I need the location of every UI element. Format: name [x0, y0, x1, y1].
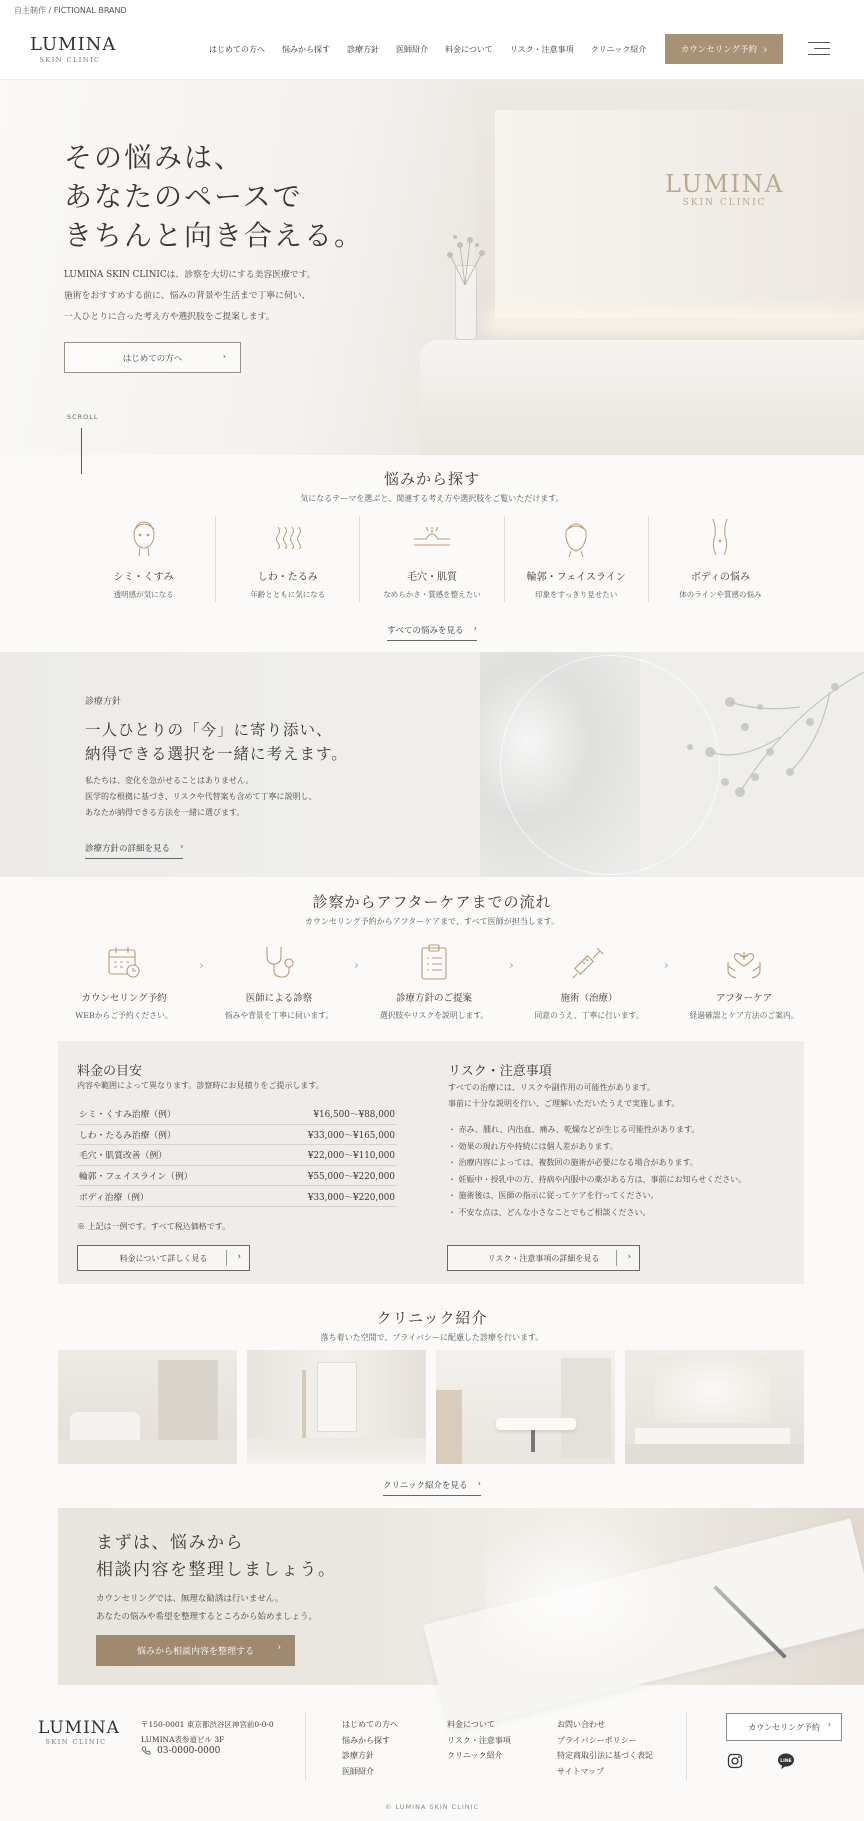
header-counseling-button[interactable]: [665, 34, 783, 64]
risks-list: [448, 1122, 746, 1221]
flow-subtitle: カウンセリング予約からアフターケアまで、すべて医師が担当します。: [304, 917, 560, 926]
body-icon: [707, 517, 733, 557]
logo-main: LUMINA: [30, 34, 117, 55]
calendar-icon: [106, 944, 142, 980]
hero-title-line: きちんと向き合える。: [64, 219, 365, 252]
chevron-right-icon: ›: [199, 958, 204, 972]
footer-link[interactable]: はじめての方へ: [342, 1720, 398, 1729]
scroll-indicator-label: SCROLL: [67, 413, 99, 421]
concerns-title: 悩みから探す: [383, 470, 480, 488]
fees-subtitle: 内容や範囲によって異なります。診察時にお見積りをご提示します。: [77, 1081, 324, 1090]
footer-divider: [305, 1712, 306, 1780]
risks-button-label: リスク・注意事項の詳細を見る: [487, 1253, 600, 1263]
concern-desc: なめらかさ・質感を整えたい: [383, 590, 481, 599]
footer-link[interactable]: リスク・注意事項: [447, 1735, 511, 1745]
policy-title-line: 納得できる選択を一緒に考えます。: [85, 745, 348, 763]
fee-row: [77, 1104, 397, 1125]
face-icon: [127, 517, 161, 557]
flow-step-label: 施術（治療）: [560, 993, 618, 1004]
footer-link[interactable]: 料金について: [447, 1720, 495, 1729]
footer-counseling-button[interactable]: [726, 1713, 842, 1741]
concern-desc: 体のラインや質感の悩み: [679, 590, 762, 599]
clinic-title: クリニック紹介: [376, 1309, 488, 1327]
concern-label: ボディの悩み: [690, 572, 751, 583]
fee-name: シミ・くすみ治療（例）: [79, 1110, 176, 1121]
policy-text-line: 医学的な根拠に基づき、リスクや代替案も含めて丁寧に説明し、: [85, 792, 317, 801]
flow-step: [219, 940, 339, 1021]
fee-price: ¥22,000〜¥110,000: [307, 1151, 395, 1162]
footer-cta-label: カウンセリング予約: [748, 1722, 820, 1732]
cta-consult-button[interactable]: [96, 1635, 295, 1666]
concern-item[interactable]: [216, 516, 360, 602]
nav-item-risks[interactable]: リスク・注意事項: [509, 45, 574, 54]
button-divider: [226, 1250, 227, 1266]
chevron-right-icon: ›: [180, 842, 184, 852]
footer-link[interactable]: プライバシーポリシー: [557, 1735, 637, 1745]
concerns-subtitle: 気になるテーマを選ぶと、関連する考え方や選択肢をご覧いただけます。: [300, 494, 564, 503]
clinic-photo-reception[interactable]: [58, 1350, 237, 1464]
chevron-right-icon: ›: [509, 958, 514, 972]
policy-link-wrap: [85, 836, 183, 859]
phone-icon: [141, 1746, 151, 1756]
syringe-icon: [571, 944, 607, 980]
concern-label: 輪郭・フェイスライン: [526, 572, 626, 583]
clinic-link-wrap: [0, 1473, 864, 1496]
footer-nav-col-3: [557, 1717, 653, 1779]
concern-item[interactable]: [72, 516, 216, 602]
hero-sign-sub: SKIN CLINIC: [682, 198, 767, 208]
address-line: LUMINA表参道ビル 3F: [141, 1734, 225, 1744]
chevron-right-icon: ›: [237, 1252, 241, 1262]
chevron-right-icon: ›: [627, 1252, 631, 1262]
face-line-icon: [559, 517, 593, 557]
risk-item: ・ 赤み、腫れ、内出血、痛み、乾燥などが生じる可能性があります。: [448, 1125, 700, 1134]
risks-detail-button[interactable]: [447, 1245, 640, 1271]
concerns-link-wrap: [0, 618, 864, 641]
cta-button-label: 悩みから相談内容を整理する: [136, 1647, 254, 1657]
footer-nav-col-1: [342, 1717, 398, 1779]
fee-name: しわ・たるみ治療（例）: [79, 1130, 176, 1141]
fee-name: 輪郭・フェイスライン（例）: [79, 1172, 193, 1183]
clinic-link-label: クリニック紹介を見る: [383, 1481, 468, 1491]
cta-title-line: まずは、悩みから: [96, 1533, 244, 1553]
risk-item: ・ 不安な点は、どんな小さなことでもご相談ください。: [448, 1207, 651, 1217]
footer-link[interactable]: 診療方針: [342, 1751, 374, 1760]
footer-link[interactable]: サイトマップ: [557, 1766, 605, 1776]
footer-nav-col-2: [447, 1717, 511, 1764]
clipboard-icon: [418, 943, 450, 981]
clinic-heading: [0, 1307, 864, 1343]
policy-detail-link[interactable]: [85, 842, 183, 859]
chevron-right-icon: ›: [827, 1720, 831, 1729]
chevron-right-icon: ›: [762, 42, 768, 56]
care-hands-icon: [725, 944, 763, 980]
chevron-right-icon: ›: [222, 352, 226, 362]
hero-title-line: その悩みは、: [64, 141, 245, 174]
global-nav: [209, 44, 646, 55]
concern-label: 毛穴・肌質: [407, 572, 457, 583]
flow-step-label: カウンセリング予約: [81, 993, 167, 1004]
all-concerns-label: すべての悩みを見る: [387, 626, 464, 636]
footer-link[interactable]: クリニック紹介: [447, 1751, 503, 1760]
cta-text-line: あなたの悩みや希望を整理するところから始めましょう。: [96, 1612, 318, 1622]
instagram-icon[interactable]: [727, 1753, 743, 1769]
fees-table: [77, 1104, 397, 1207]
concerns-heading: [0, 468, 864, 504]
svg-text:LINE: LINE: [780, 1759, 792, 1764]
fee-row: [77, 1125, 397, 1146]
line-icon[interactable]: [777, 1753, 795, 1769]
clinic-photo-treatment-room[interactable]: [436, 1350, 615, 1464]
logo-sub: SKIN CLINIC: [39, 56, 101, 64]
clinic-subtitle: 落ち着いた空間で、プライバシーに配慮した診療を行います。: [320, 1333, 544, 1342]
concern-desc: 印象をすっきり見せたい: [535, 590, 618, 599]
hero-text-line: 一人ひとりに合った考え方や選択肢をご提案します。: [64, 312, 275, 322]
risks-subtitle-line: すべての治療には、リスクや副作用の可能性があります。: [448, 1083, 656, 1092]
risk-item: ・ 効果の現れ方や持続には個人差があります。: [448, 1141, 618, 1151]
hamburger-menu-icon[interactable]: [808, 42, 830, 56]
policy-tag: 診療方針: [85, 697, 122, 707]
footer-divider: [686, 1712, 687, 1780]
risk-item: ・ 治療内容によっては、複数回の施術が必要になる場合があります。: [448, 1158, 698, 1167]
fee-price: ¥55,000〜¥220,000: [307, 1172, 395, 1183]
footer-link[interactable]: 特定商取引法に基づく表記: [557, 1751, 653, 1760]
flow-step-desc: 同意のうえ、丁寧に行います。: [534, 1011, 644, 1020]
footer-link[interactable]: 悩みから探す: [342, 1735, 390, 1745]
policy-text-line: 私たちは、変化を急がせることはありません。: [85, 776, 254, 785]
hero-image-wall: [495, 110, 864, 325]
hero-sign-logo: [665, 170, 784, 208]
flow-step-label: 医師による診察: [245, 993, 313, 1004]
concern-label: シミ・くすみ: [113, 572, 174, 583]
header-counseling-label: カウンセリング予約: [680, 45, 757, 55]
clinic-photo-washroom[interactable]: [625, 1350, 804, 1464]
fee-row: [77, 1166, 397, 1187]
hero-text: [64, 265, 394, 328]
button-divider: [616, 1250, 617, 1266]
hero-title: [64, 138, 364, 255]
flow-step-desc: 選択肢やリスクを説明します。: [379, 1011, 489, 1020]
footer-tel[interactable]: [141, 1746, 220, 1756]
fees-button-label: 料金について詳しく見る: [119, 1253, 208, 1263]
concerns-list: [72, 516, 792, 602]
policy-title-line: 一人ひとりの「今」に寄り添い、: [85, 721, 333, 739]
hero-sign-main: LUMINA: [665, 170, 785, 198]
risks-subtitle: [448, 1080, 679, 1112]
flow-step: [684, 940, 804, 1021]
clinic-link[interactable]: [383, 1479, 481, 1496]
risk-item: ・ 施術後は、医師の指示に従ってケアを行ってください。: [448, 1191, 659, 1200]
flow-step: [64, 940, 184, 1021]
chevron-right-icon: ›: [664, 958, 669, 972]
address-line: 〒150-0001 東京都渋谷区神宮前0-0-0: [141, 1720, 274, 1729]
concern-item[interactable]: [505, 516, 649, 602]
nav-item-fees[interactable]: 料金について: [445, 45, 493, 54]
footer-link[interactable]: 医師紹介: [342, 1766, 374, 1776]
fees-title: 料金の目安: [77, 1064, 143, 1079]
chevron-right-icon: ›: [354, 958, 359, 972]
all-concerns-link[interactable]: [387, 624, 477, 641]
plant-shadow-icon: [630, 652, 864, 852]
pore-icon: [412, 523, 452, 551]
fee-row: [77, 1186, 397, 1207]
hero-image-counter: [420, 340, 864, 455]
risk-item: ・ 妊娠中・授乳中の方、持病や内服中の薬がある方は、事前にお知らせください。: [448, 1174, 747, 1184]
nav-item-doctors[interactable]: 医師紹介: [396, 45, 428, 54]
cta-text: [96, 1590, 317, 1626]
footer-link[interactable]: お問い合わせ: [557, 1720, 605, 1729]
risks-title: リスク・注意事項: [448, 1064, 552, 1079]
stethoscope-icon: [261, 944, 297, 980]
fees-detail-button[interactable]: [77, 1245, 250, 1271]
copyright: © LUMINA SKIN CLINIC: [384, 1803, 480, 1811]
footer-address: [141, 1718, 274, 1747]
header-logo[interactable]: [30, 34, 117, 64]
glass-image: [485, 1510, 695, 1685]
clinic-gallery: [58, 1350, 804, 1464]
hero-button-label: はじめての方へ: [122, 353, 183, 364]
flow-steps: [64, 940, 804, 1021]
clinic-photo-corridor[interactable]: [247, 1350, 426, 1464]
chevron-right-icon: ›: [473, 624, 477, 634]
nav-item-first-visit[interactable]: はじめての方へ: [209, 45, 265, 54]
chevron-right-icon: ›: [277, 1643, 281, 1653]
footer-logo[interactable]: [38, 1718, 120, 1746]
branch-icon: [430, 225, 500, 285]
fee-row: [77, 1145, 397, 1166]
cta-title-line: 相談内容を整理しましょう。: [96, 1560, 337, 1580]
policy-text: [85, 773, 317, 821]
fee-price: ¥33,000〜¥220,000: [307, 1192, 395, 1203]
chevron-right-icon: ›: [477, 1479, 481, 1489]
top-note: 自主制作 / FICTIONAL BRAND: [14, 6, 127, 15]
flow-step-desc: WEBからご予約ください。: [75, 1011, 173, 1020]
hero-image-shelf: [495, 318, 864, 326]
hero-first-visit-button[interactable]: [64, 342, 241, 373]
concern-desc: 年齢とともに気になる: [250, 590, 326, 599]
nav-item-concerns[interactable]: 悩みから探す: [282, 45, 330, 54]
flow-step-label: アフターケア: [715, 993, 773, 1004]
policy-text-line: あなたが納得できる方法を一緒に選びます。: [85, 808, 245, 817]
fee-name: 毛穴・肌質改善（例）: [79, 1151, 167, 1162]
concern-item[interactable]: [649, 516, 792, 602]
flow-step: [529, 940, 649, 1021]
flow-step: [374, 940, 494, 1021]
nav-item-policy[interactable]: 診療方針: [347, 45, 379, 54]
fee-price: ¥33,000〜¥165,000: [307, 1130, 395, 1141]
hero-text-line: 施術をおすすめする前に、悩みの背景や生活まで丁寧に伺い、: [64, 291, 311, 301]
flow-step-desc: 経過確認とケア方法のご案内。: [689, 1011, 799, 1020]
nav-item-clinic[interactable]: クリニック紹介: [590, 45, 647, 54]
flow-heading: [0, 891, 864, 927]
concern-item[interactable]: [360, 516, 504, 602]
fee-price: ¥16,500〜¥88,000: [313, 1110, 395, 1121]
risks-subtitle-line: 事前に十分な説明を行い、ご理解いただいたうえで実施します。: [448, 1099, 680, 1108]
footer-logo-main: LUMINA: [38, 1718, 120, 1738]
cta-text-line: カウンセリングでは、無理な勧誘は行いません。: [96, 1594, 284, 1604]
fees-note: ※ 上記は一例です。すべて税込価格です。: [77, 1222, 231, 1231]
flow-step-desc: 悩みや背景を丁寧に伺います。: [224, 1011, 334, 1020]
hero-text-line: LUMINA SKIN CLINICは、診察を大切にする美容医療です。: [64, 270, 316, 280]
policy-title: [85, 718, 348, 766]
flow-step-label: 診療方針のご提案: [395, 993, 472, 1004]
cta-title: [96, 1530, 337, 1584]
flow-title: 診察からアフターケアまでの流れ: [312, 893, 552, 911]
concern-desc: 透明感が気になる: [113, 590, 174, 599]
hero-title-line: あなたのペースで: [64, 180, 303, 213]
social-links: [727, 1753, 795, 1769]
policy-link-label: 診療方針の詳細を見る: [85, 844, 171, 854]
tel-number: 03-0000-0000: [157, 1746, 221, 1756]
wave-lines-icon: [273, 525, 303, 549]
fee-name: ボディ治療（例）: [79, 1192, 149, 1203]
footer-logo-sub: SKIN CLINIC: [45, 1738, 107, 1746]
concern-label: しわ・たるみ: [257, 572, 318, 583]
